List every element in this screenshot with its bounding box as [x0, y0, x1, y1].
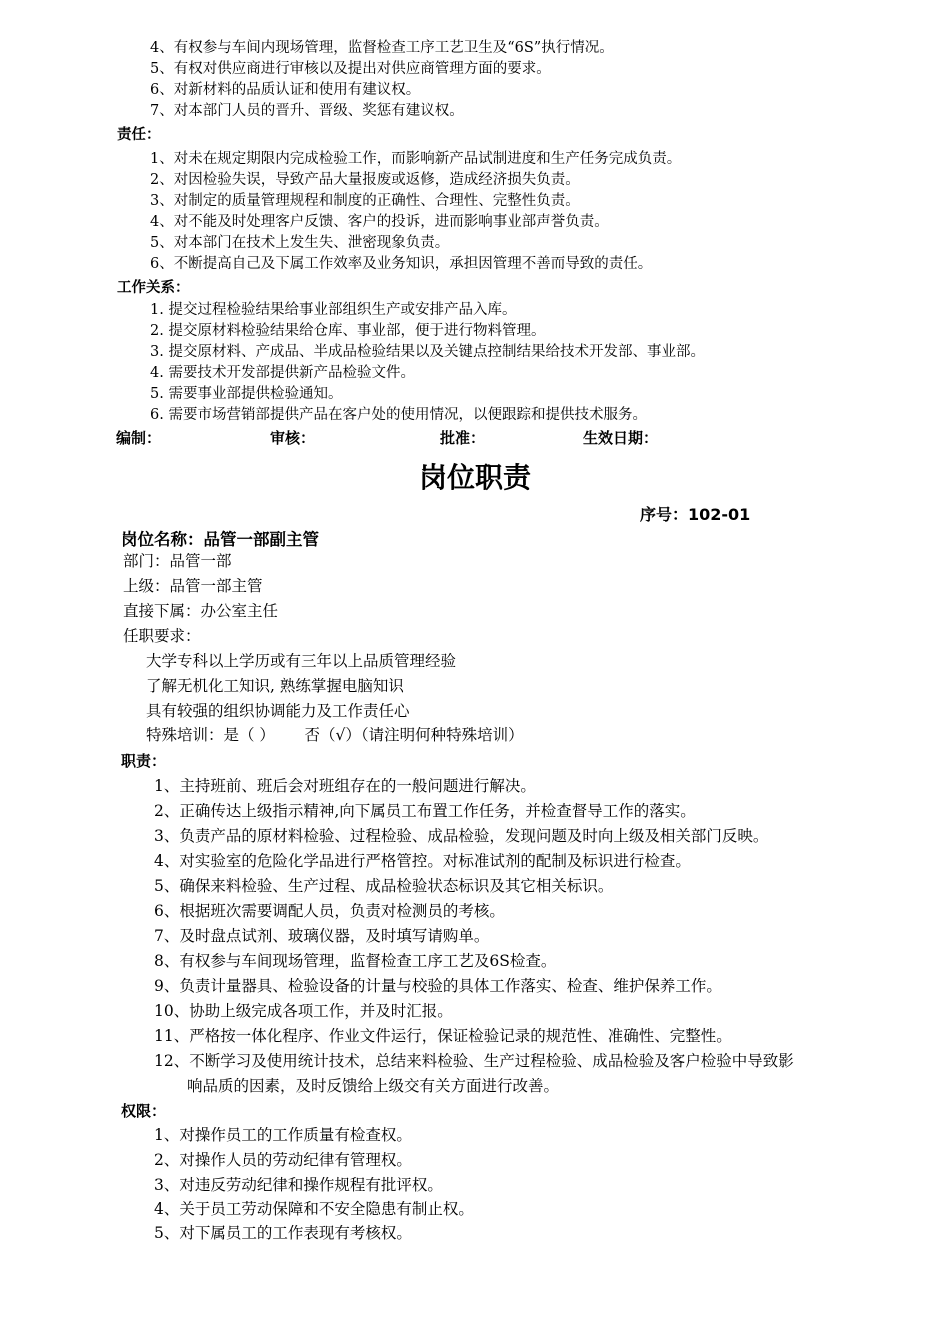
duty-item: 11、严格按一体化程序、作业文件运行，保证检验记录的规范性、准确性、完整性。: [154, 1027, 732, 1045]
authority-item: 4、关于员工劳动保障和不安全隐患有制止权。: [154, 1200, 474, 1218]
duty-item: 5、确保来料检验、生产过程、成品检验状态标识及其它相关标识。: [154, 877, 614, 895]
rights-item: 5、有权对供应商进行审核以及提出对供应商管理方面的要求。: [150, 61, 551, 77]
special-training: 特殊培训：是（ ） 否（√）（请注明何种特殊培训）: [146, 726, 524, 744]
duty-item: 1、主持班前、班后会对班组存在的一般问题进行解决。: [154, 777, 536, 795]
authority-item: 5、对下属员工的工作表现有考核权。: [154, 1224, 412, 1242]
serial-number: 序号：102-01: [640, 505, 751, 524]
relations-item: 4. 需要技术开发部提供新产品检验文件。: [150, 365, 415, 381]
relations-item: 2. 提交原材料检验结果给仓库、事业部，便于进行物料管理。: [150, 323, 546, 339]
relations-item: 6. 需要市场营销部提供产品在客户处的使用情况，以便跟踪和提供技术服务。: [150, 407, 647, 423]
duty-item: 8、有权参与车间现场管理，监督检查工序工艺及6S检查。: [154, 952, 557, 970]
responsibility-item: 5、对本部门在技术上发生失、泄密现象负责。: [150, 235, 450, 251]
superior: 上级：品管一部主管: [123, 577, 263, 595]
duty-item: 12、不断学习及使用统计技术，总结来料检验、生产过程检验、成品检验及客户检验中导致影: [154, 1052, 794, 1070]
position-name: 岗位名称：品管一部副主管: [121, 530, 319, 549]
rights-item: 4、有权参与车间内现场管理，监督检查工序工艺卫生及“6S”执行情况。: [150, 40, 614, 56]
subordinate: 直接下属：办公室主任: [123, 602, 279, 620]
responsibility-item: 4、对不能及时处理客户反馈、客户的投诉，进而影响事业部声誉负责。: [150, 214, 609, 230]
authority-item: 3、对违反劳动纪律和操作规程有批评权。: [154, 1176, 443, 1194]
duties-heading: 职责：: [121, 752, 167, 770]
requirement-item: 具有较强的组织协调能力及工作责任心: [146, 702, 410, 720]
page-title: 岗位职责: [418, 461, 531, 494]
department: 部门：品管一部: [123, 552, 232, 570]
rights-item: 7、对本部门人员的晋升、晋级、奖惩有建议权。: [150, 103, 464, 119]
duty-item: 7、及时盘点试剂、玻璃仪器，及时填写请购单。: [154, 927, 490, 945]
responsibility-item: 6、不断提高自己及下属工作效率及业务知识，承担因管理不善而导致的责任。: [150, 256, 653, 272]
rights-item: 6、对新材料的品质认证和使用有建议权。: [150, 82, 421, 98]
prepared-by-label: 编制：: [116, 429, 162, 447]
relations-heading: 工作关系：: [117, 280, 190, 296]
authority-item: 1、对操作员工的工作质量有检查权。: [154, 1126, 412, 1144]
reviewed-by-label: 审核：: [270, 429, 316, 447]
duty-item: 10、协助上级完成各项工作，并及时汇报。: [154, 1002, 453, 1020]
duty-item: 2、正确传达上级指示精神,向下属员工布置工作任务，并检查督导工作的落实。: [154, 802, 696, 820]
duty-item-continued: 响品质的因素，及时反馈给上级交有关方面进行改善。: [187, 1077, 560, 1095]
requirements-heading: 任职要求：: [123, 627, 201, 645]
responsibility-item: 1、对未在规定期限内完成检验工作，而影响新产品试制进度和生产任务完成负责。: [150, 151, 682, 167]
duty-item: 3、负责产品的原材料检验、过程检验、成品检验，发现问题及时向上级及相关部门反映。: [154, 827, 769, 845]
relations-item: 5. 需要事业部提供检验通知。: [150, 386, 343, 402]
authority-item: 2、对操作人员的劳动纪律有管理权。: [154, 1151, 412, 1169]
effective-date-label: 生效日期：: [583, 429, 659, 447]
duty-item: 9、负责计量器具、检验设备的计量与校验的具体工作落实、检查、维护保养工作。: [154, 977, 722, 995]
relations-item: 3. 提交原材料、产成品、半成品检验结果以及关键点控制结果给技术开发部、事业部。: [150, 344, 705, 360]
requirement-item: 大学专科以上学历或有三年以上品质管理经验: [146, 652, 457, 670]
authority-heading: 权限：: [121, 1102, 167, 1120]
responsibility-item: 2、对因检验失误，导致产品大量报废或返修，造成经济损失负责。: [150, 172, 580, 188]
duty-item: 4、对实验室的危险化学品进行严格管控。对标准试剂的配制及标识进行检查。: [154, 852, 691, 870]
responsibility-item: 3、对制定的质量管理规程和制度的正确性、合理性、完整性负责。: [150, 193, 580, 209]
approved-by-label: 批准：: [440, 429, 486, 447]
duty-item: 6、根据班次需要调配人员，负责对检测员的考核。: [154, 902, 505, 920]
responsibility-heading: 责任：: [117, 127, 161, 143]
requirement-item: 了解无机化工知识, 熟练掌握电脑知识: [146, 677, 404, 695]
relations-item: 1. 提交过程检验结果给事业部组织生产或安排产品入库。: [150, 302, 517, 318]
